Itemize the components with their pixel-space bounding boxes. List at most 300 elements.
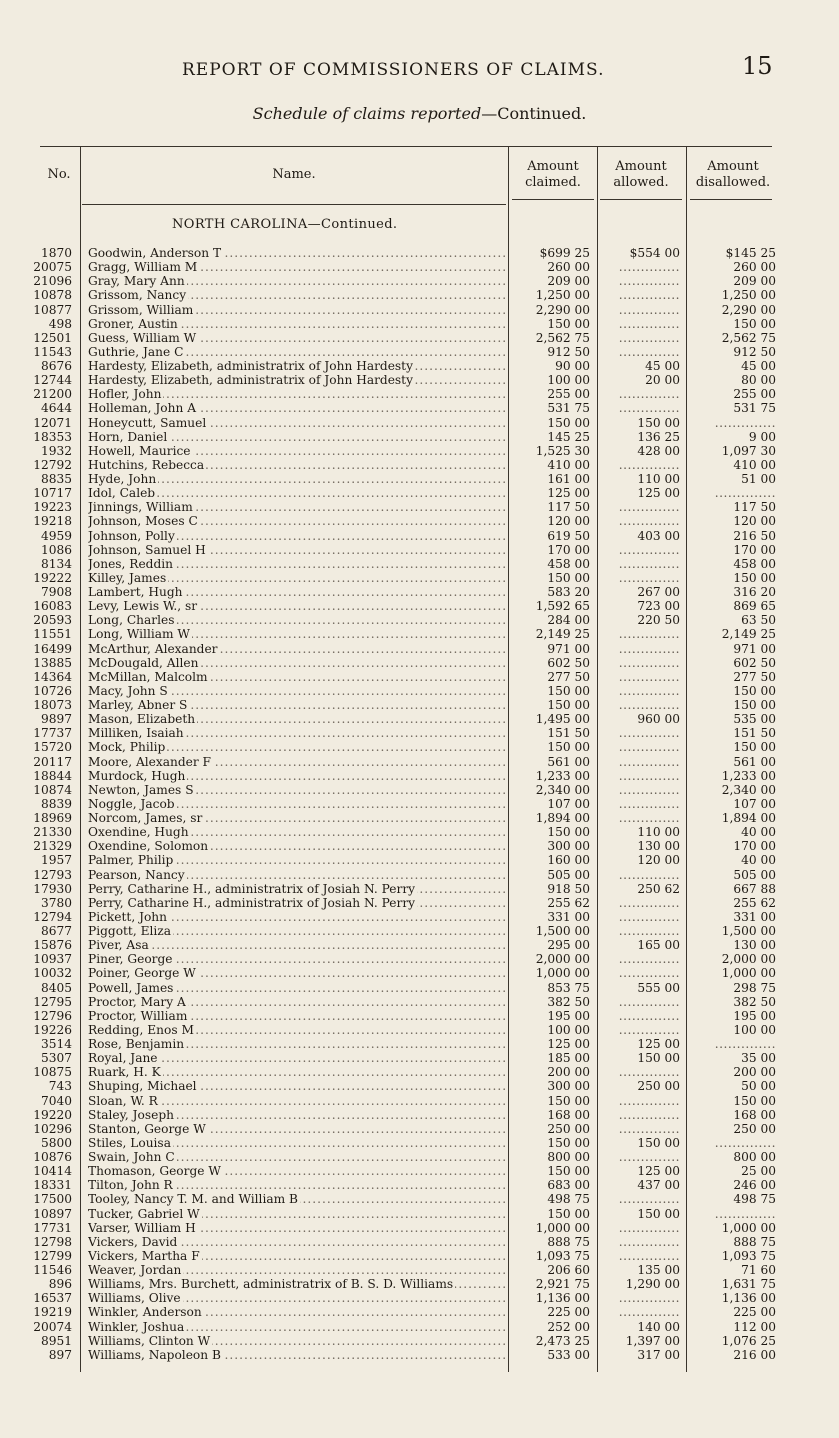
claim-number: 21200	[33, 387, 72, 402]
column-header-no: No.	[47, 167, 71, 182]
amount-disallowed: 51 00	[741, 472, 776, 486]
claimant-name	[88, 995, 508, 1009]
amount-disallowed: 561 00	[733, 754, 776, 769]
amount-claimed: 151 50	[547, 726, 590, 741]
amount-disallowed: 2,000 00	[721, 952, 776, 967]
amount-claimed: 250 00	[547, 1121, 590, 1136]
column-header-disallowed: Amount disallowed.	[695, 159, 771, 190]
claimant-name-text: Milliken, Isaiah	[88, 726, 184, 741]
claimant-name	[88, 599, 508, 613]
running-title: REPORT OF COMMISSIONERS OF CLAIMS.	[182, 60, 605, 80]
amount-allowed: ..............	[618, 655, 680, 670]
claimant-name-text: Powell, James	[88, 980, 174, 995]
amount-allowed: ..............	[618, 726, 680, 741]
amount-claimed: 1,894 00	[535, 811, 590, 825]
amount-allowed: ..............	[618, 768, 680, 783]
amount-claimed: 150 00	[547, 740, 590, 755]
amount-claimed: 2,290 00	[535, 302, 590, 317]
amount-claimed: 150 00	[547, 683, 590, 698]
table-row	[0, 529, 839, 543]
amount-claimed: 1,093 75	[535, 1248, 590, 1263]
claim-number: 1957	[40, 853, 72, 868]
claim-number: 10875	[33, 1065, 72, 1080]
amount-claimed: 1,000 00	[535, 1220, 590, 1235]
claimant-name	[88, 444, 508, 458]
claimant-name	[88, 1037, 508, 1051]
claimant-name-text: Grissom, Nancy	[88, 288, 187, 303]
amount-allowed: ..............	[618, 1022, 680, 1037]
amount-claimed: 185 00	[547, 1051, 590, 1066]
amount-allowed: 20 00	[645, 373, 680, 388]
claim-number: 20074	[33, 1319, 72, 1334]
amount-disallowed: 100 00	[733, 1022, 776, 1037]
claim-number: 19226	[33, 1022, 72, 1037]
claim-number: 10877	[33, 302, 72, 317]
amount-allowed: ..............	[618, 1093, 680, 1108]
claimant-name-text: Oxendine, Hugh	[88, 825, 189, 840]
amount-allowed: ..............	[618, 514, 680, 529]
claimant-name-text: Perry, Catharine H., administratrix of Josiah N. Perry	[88, 895, 416, 910]
claimant-name	[88, 712, 508, 726]
amount-allowed: ..............	[618, 1234, 680, 1249]
claim-number: 18969	[33, 811, 72, 825]
amount-claimed: 252 00	[547, 1319, 590, 1334]
amount-claimed: 125 00	[547, 486, 590, 501]
table-row	[0, 783, 839, 797]
claimant-name	[88, 1136, 508, 1150]
table-row	[0, 740, 839, 754]
amount-disallowed: 150 00	[733, 1093, 776, 1108]
amount-claimed: 300 00	[547, 839, 590, 854]
claimant-name	[88, 839, 508, 853]
claimant-name-text: Williams, Olive	[88, 1291, 181, 1306]
claim-number: 1932	[40, 443, 72, 458]
claimant-name	[88, 1348, 508, 1362]
table-row	[0, 401, 839, 415]
claim-number: 11551	[33, 627, 72, 642]
claimant-name	[88, 246, 508, 260]
amount-disallowed: 2,562 75	[721, 330, 776, 345]
claimant-name	[88, 458, 508, 472]
amount-disallowed: 107 00	[733, 796, 776, 811]
table-row	[0, 642, 839, 656]
schedule-subtitle	[0, 104, 839, 123]
claimant-name-text: Mason, Elizabeth	[88, 712, 196, 727]
claim-number: 8405	[40, 980, 72, 995]
table-row	[0, 656, 839, 670]
amount-claimed: 498 75	[547, 1192, 590, 1207]
claimant-name-text: Poiner, George W	[88, 966, 196, 981]
amount-disallowed: 298 75	[733, 980, 776, 995]
claimant-name	[88, 401, 508, 415]
table-row	[0, 627, 839, 641]
claim-number: 18353	[33, 429, 72, 444]
claimant-name	[88, 1065, 508, 1079]
amount-allowed: ..............	[618, 1192, 680, 1207]
amount-disallowed: 150 00	[733, 316, 776, 331]
table-row	[0, 1235, 839, 1249]
claimant-name	[88, 585, 508, 599]
claim-number: 11546	[33, 1263, 72, 1277]
table-row	[0, 373, 839, 387]
amount-allowed: 125 00	[637, 1037, 680, 1051]
amount-allowed: ..............	[618, 1150, 680, 1164]
amount-disallowed: 260 00	[733, 260, 776, 275]
claim-number: 13885	[33, 655, 72, 670]
amount-claimed: 255 00	[547, 387, 590, 402]
amount-claimed: 170 00	[547, 542, 590, 557]
claimant-name	[88, 373, 508, 387]
amount-allowed: ..............	[618, 1305, 680, 1320]
claimant-name	[88, 797, 508, 811]
amount-claimed: 2,000 00	[535, 952, 590, 967]
claim-number: 1086	[40, 542, 72, 557]
amount-claimed: 602 50	[547, 655, 590, 670]
amount-allowed: ..............	[618, 260, 680, 275]
amount-disallowed: 150 00	[733, 683, 776, 698]
claim-number: 15876	[33, 938, 72, 953]
amount-disallowed: 120 00	[733, 514, 776, 529]
table-row	[0, 500, 839, 514]
amount-allowed: 150 00	[637, 415, 680, 430]
table-row	[0, 331, 839, 345]
claim-number: 10878	[33, 288, 72, 303]
claimant-name	[88, 1009, 508, 1023]
table-row	[0, 1150, 839, 1164]
amount-allowed: 125 00	[637, 486, 680, 501]
claimant-name-text: Stiles, Louisa	[88, 1135, 171, 1150]
claim-number: 11543	[33, 344, 72, 359]
amount-disallowed: 535 00	[733, 712, 776, 727]
amount-allowed: $554 00	[629, 246, 680, 260]
claimant-name-text: Horn, Daniel	[88, 429, 168, 444]
claim-number: 10876	[33, 1150, 72, 1164]
claim-number: 3514	[40, 1037, 72, 1051]
amount-disallowed: 1,631 75	[721, 1277, 776, 1292]
claimant-name-text: Hutchins, Rebecca	[88, 457, 205, 472]
amount-disallowed: 150 00	[733, 698, 776, 712]
amount-claimed: 2,340 00	[535, 782, 590, 797]
claimant-name	[88, 868, 508, 882]
amount-disallowed: 2,149 25	[721, 627, 776, 642]
claimant-name-text: Winkler, Anderson	[88, 1305, 202, 1320]
amount-allowed: ..............	[618, 683, 680, 698]
amount-disallowed: 150 00	[733, 570, 776, 585]
table-row	[0, 1320, 839, 1334]
claimant-name	[88, 1249, 508, 1263]
claim-number: 10032	[33, 966, 72, 981]
amount-allowed: ..............	[618, 669, 680, 684]
claimant-name	[88, 529, 508, 543]
amount-disallowed: 1,894 00	[721, 811, 776, 825]
amount-allowed: ..............	[618, 1065, 680, 1080]
claimant-name-text: McMillan, Malcolm	[88, 669, 208, 684]
claimant-name-text: Guthrie, Jane C	[88, 344, 184, 359]
amount-disallowed: 331 00	[733, 909, 776, 924]
claimant-name	[88, 1305, 508, 1319]
table-row	[0, 1037, 839, 1051]
claimant-name	[88, 430, 508, 444]
amount-allowed: ..............	[618, 556, 680, 571]
claimant-name-text: Oxendine, Solomon	[88, 839, 209, 854]
amount-claimed: 1,525 30	[535, 443, 590, 458]
claimant-name-text: Newton, James S	[88, 782, 194, 797]
claimant-name	[88, 260, 508, 274]
claimant-name-text: Shuping, Michael	[88, 1079, 197, 1094]
amount-claimed: 583 20	[547, 585, 590, 599]
table-row	[0, 726, 839, 740]
claimant-name	[88, 1334, 508, 1348]
claimant-name	[88, 783, 508, 797]
table-row	[0, 868, 839, 882]
amount-disallowed: 63 50	[741, 613, 776, 628]
claimant-name-text: Johnson, Moses C	[88, 514, 198, 529]
amount-allowed: 150 00	[637, 1206, 680, 1221]
amount-disallowed: 246 00	[733, 1178, 776, 1193]
claimant-name	[88, 882, 508, 896]
amount-allowed: 723 00	[637, 599, 680, 614]
amount-claimed: 150 00	[547, 698, 590, 712]
amount-allowed: ..............	[618, 288, 680, 303]
claim-number: 5800	[40, 1135, 72, 1150]
claimant-name-text: Swain, John C	[88, 1150, 175, 1164]
column-header-allowed: Amount allowed.	[613, 159, 669, 190]
amount-claimed: 382 50	[547, 994, 590, 1009]
claim-number: 10937	[33, 952, 72, 967]
claimant-name-text: Tucker, Gabriel W	[88, 1206, 200, 1221]
table-row	[0, 952, 839, 966]
amount-disallowed: 200 00	[733, 1065, 776, 1080]
amount-disallowed: ..............	[714, 1135, 776, 1150]
amount-allowed: ..............	[618, 1008, 680, 1023]
claimant-name	[88, 416, 508, 430]
amount-claimed: 533 00	[547, 1347, 590, 1362]
claim-number: 19218	[33, 514, 72, 529]
column-header-claimed: Amount claimed.	[525, 159, 581, 190]
amount-claimed: 150 00	[547, 1093, 590, 1108]
claimant-name-text: Moore, Alexander F	[88, 754, 212, 769]
amount-disallowed: 971 00	[733, 641, 776, 656]
header-bottom-rule-left	[82, 204, 506, 205]
amount-disallowed: 531 75	[733, 401, 776, 416]
table-row	[0, 458, 839, 472]
claimant-name-text: Piver, Asa	[88, 938, 149, 953]
claim-number: 5307	[40, 1051, 72, 1066]
amount-claimed: 150 00	[547, 415, 590, 430]
amount-claimed: 120 00	[547, 514, 590, 529]
amount-disallowed: 2,340 00	[721, 782, 776, 797]
amount-claimed: 410 00	[547, 457, 590, 472]
amount-claimed: 209 00	[547, 274, 590, 289]
subtitle-italic: Schedule of claims reported	[252, 104, 482, 123]
amount-disallowed: 45 00	[741, 359, 776, 373]
table-row	[0, 246, 839, 260]
amount-claimed: 2,473 25	[535, 1333, 590, 1348]
claimant-name-text: Pickett, John	[88, 909, 167, 924]
amount-claimed: 150 00	[547, 825, 590, 840]
table-row	[0, 1192, 839, 1206]
amount-claimed: 255 62	[547, 895, 590, 910]
table-row	[0, 995, 839, 1009]
table-row	[0, 684, 839, 698]
claimant-name	[88, 1051, 508, 1065]
claim-number: 18331	[33, 1178, 72, 1193]
claimant-name	[88, 345, 508, 359]
amount-claimed: 1,136 00	[535, 1291, 590, 1306]
claimant-name	[88, 740, 508, 754]
amount-disallowed: 800 00	[733, 1150, 776, 1164]
claimant-name	[88, 387, 508, 401]
claim-number: 12792	[33, 457, 72, 472]
claimant-name-text: Long, William W	[88, 627, 190, 642]
amount-allowed: 555 00	[637, 980, 680, 995]
claim-number: 12795	[33, 994, 72, 1009]
amount-claimed: 160 00	[547, 853, 590, 868]
amount-allowed: ..............	[618, 344, 680, 359]
claimant-name-text: Johnson, Polly	[88, 528, 175, 543]
amount-disallowed: ..............	[714, 486, 776, 501]
table-row	[0, 1108, 839, 1122]
table-row	[0, 670, 839, 684]
claimant-name	[88, 642, 508, 656]
claimant-name-text: Williams, Mrs. Burchett, administratrix of B. S. D. Williams	[88, 1277, 454, 1292]
table-row	[0, 613, 839, 627]
claim-number: 498	[48, 316, 72, 331]
table-row	[0, 585, 839, 599]
claim-number: 4644	[40, 401, 72, 416]
table-row	[0, 839, 839, 853]
claimant-name	[88, 910, 508, 924]
amount-disallowed: 316 20	[733, 585, 776, 599]
claimant-name-text: Johnson, Samuel H	[88, 542, 206, 557]
claimant-name	[88, 1277, 508, 1291]
claimant-name-text: Stanton, George W	[88, 1121, 206, 1136]
claim-number: 18844	[33, 768, 72, 783]
claimant-name-text: Sloan, W. R	[88, 1093, 158, 1108]
claimant-name	[88, 288, 508, 302]
amount-allowed: 428 00	[637, 443, 680, 458]
amount-claimed: 107 00	[547, 796, 590, 811]
claim-number: 10726	[33, 683, 72, 698]
claimant-name	[88, 825, 508, 839]
claim-number: 10296	[33, 1121, 72, 1136]
claimant-name	[88, 514, 508, 528]
claimant-name	[88, 684, 508, 698]
amount-disallowed: 130 00	[733, 938, 776, 953]
claim-number: 897	[48, 1347, 72, 1362]
amount-disallowed: 1,500 00	[721, 924, 776, 938]
claimant-name-text: Vickers, Martha F	[88, 1248, 200, 1263]
amount-claimed: 619 50	[547, 528, 590, 543]
claim-number: 8676	[40, 359, 72, 373]
amount-claimed: 150 00	[547, 316, 590, 331]
claimant-name	[88, 613, 508, 627]
claims-table-body	[0, 246, 839, 1362]
amount-disallowed: 170 00	[733, 542, 776, 557]
amount-disallowed: 71 60	[741, 1263, 776, 1277]
claimant-name-text: Tooley, Nancy T. M. and William B	[88, 1192, 299, 1207]
amount-claimed: 100 00	[547, 1022, 590, 1037]
claimant-name-text: Levy, Lewis W., sr	[88, 599, 198, 614]
table-row	[0, 1009, 839, 1023]
amount-allowed: ..............	[618, 952, 680, 967]
claimant-name-text: Hardesty, Elizabeth, administratrix of John Hardesty	[88, 373, 413, 388]
table-row	[0, 359, 839, 373]
amount-allowed: 960 00	[637, 712, 680, 727]
amount-allowed: ..............	[618, 274, 680, 289]
table-row	[0, 1249, 839, 1263]
amount-disallowed: 170 00	[733, 839, 776, 854]
claim-number: 8839	[40, 796, 72, 811]
amount-disallowed: 255 00	[733, 387, 776, 402]
table-row	[0, 882, 839, 896]
subtitle-continued: —Continued.	[481, 104, 587, 123]
table-row	[0, 811, 839, 825]
amount-claimed: 295 00	[547, 938, 590, 953]
claimant-name	[88, 1320, 508, 1334]
claimant-name-text: Killey, James	[88, 570, 167, 585]
table-row	[0, 1334, 839, 1348]
amount-claimed: $699 25	[539, 246, 590, 260]
amount-allowed: 45 00	[645, 359, 680, 373]
table-row	[0, 797, 839, 811]
amount-allowed: ..............	[618, 782, 680, 797]
amount-claimed: 1,000 00	[535, 966, 590, 981]
claim-number: 8677	[40, 924, 72, 938]
claimant-name	[88, 317, 508, 331]
amount-claimed: 1,495 00	[535, 712, 590, 727]
claim-number: 1870	[40, 246, 72, 260]
page-header	[0, 52, 839, 82]
claimant-name	[88, 472, 508, 486]
claimant-name	[88, 1221, 508, 1235]
claimant-name	[88, 656, 508, 670]
amount-disallowed: 150 00	[733, 740, 776, 755]
amount-claimed: 300 00	[547, 1079, 590, 1094]
table-row	[0, 1051, 839, 1065]
claimant-name-text: Winkler, Joshua	[88, 1319, 185, 1334]
amount-allowed: ..............	[618, 500, 680, 515]
claimant-name-text: Jones, Reddin	[88, 556, 174, 571]
table-row	[0, 1263, 839, 1277]
amount-disallowed: ..............	[714, 1206, 776, 1221]
table-row	[0, 571, 839, 585]
amount-disallowed: 117 50	[733, 500, 776, 515]
amount-allowed: 140 00	[637, 1319, 680, 1334]
claimant-name	[88, 952, 508, 966]
amount-allowed: ..............	[618, 401, 680, 416]
amount-claimed: 117 50	[547, 500, 590, 515]
claimant-name	[88, 627, 508, 641]
amount-disallowed: 1,000 00	[721, 1220, 776, 1235]
amount-disallowed: 40 00	[741, 825, 776, 840]
claimant-name	[88, 274, 508, 288]
amount-disallowed: 25 00	[741, 1164, 776, 1179]
table-row	[0, 1164, 839, 1178]
claimant-name	[88, 1164, 508, 1178]
claim-number: 8835	[40, 472, 72, 486]
amount-allowed: ..............	[618, 966, 680, 981]
claimant-name-text: McDougald, Allen	[88, 655, 199, 670]
table-row	[0, 1065, 839, 1079]
claimant-name	[88, 1023, 508, 1037]
amount-disallowed: 1,097 30	[721, 443, 776, 458]
table-row	[0, 1277, 839, 1291]
amount-claimed: 505 00	[547, 867, 590, 882]
claim-number: 12794	[33, 909, 72, 924]
amount-disallowed: 1,000 00	[721, 966, 776, 981]
amount-allowed: 250 00	[637, 1079, 680, 1094]
